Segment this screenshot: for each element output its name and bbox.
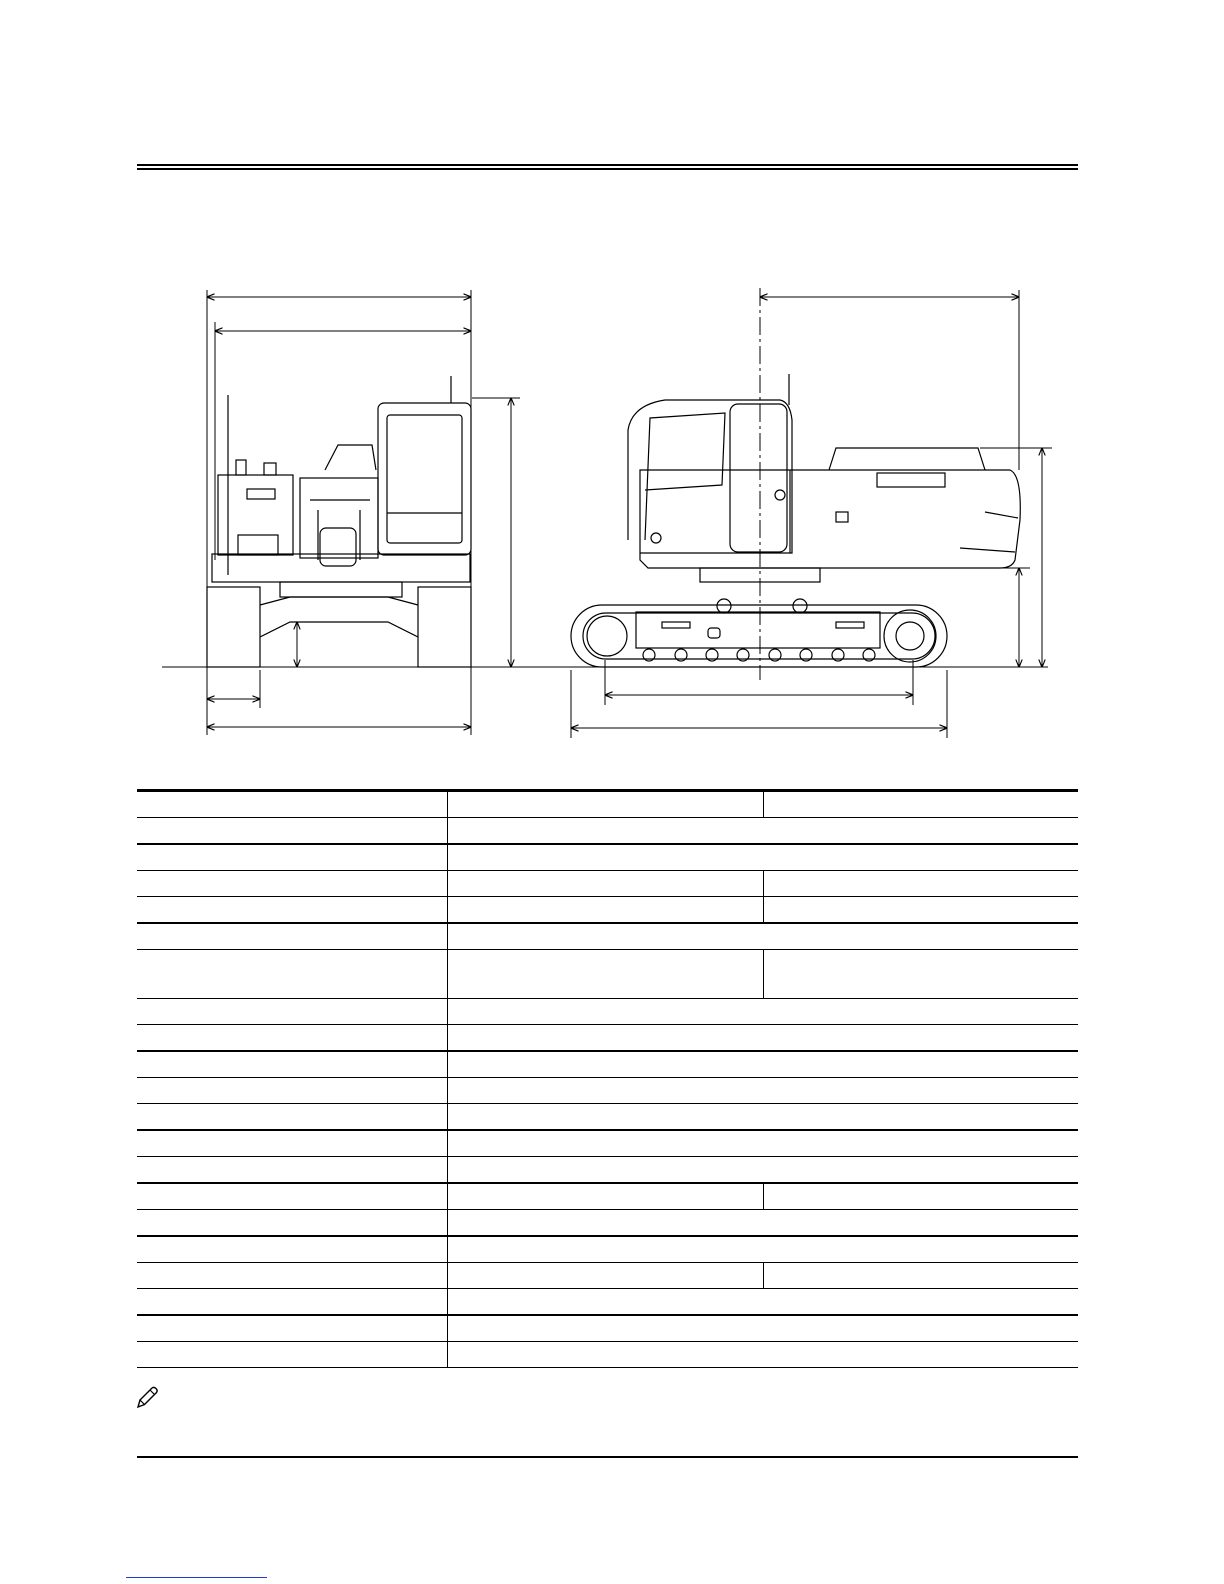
spec-label: [137, 1078, 448, 1104]
side-view-dimensions: [571, 288, 1052, 738]
spec-value: [448, 1236, 1079, 1263]
spec-label: [137, 1025, 448, 1052]
spec-row: [137, 1315, 1078, 1342]
spec-row: [137, 1210, 1078, 1237]
spec-value: [448, 1104, 1079, 1131]
side-view: [571, 374, 1020, 667]
spec-label: [137, 1130, 448, 1157]
spec-value: [448, 923, 1079, 950]
spec-row: [137, 871, 1078, 897]
specification-table: [137, 789, 1078, 1368]
spec-label: [137, 818, 448, 845]
spec-label: [137, 897, 448, 924]
spec-label: [137, 1210, 448, 1237]
spec-value-alt: [764, 1263, 1079, 1289]
spec-label: [137, 999, 448, 1025]
spec-value: [448, 1183, 764, 1210]
spec-value: [448, 871, 764, 897]
spec-label: [137, 1315, 448, 1342]
spec-value: [448, 1078, 1079, 1104]
spec-row: [137, 897, 1078, 924]
spec-row: [137, 1183, 1078, 1210]
excavator-dimension-drawing: [0, 0, 1224, 780]
spec-value: [448, 1210, 1079, 1237]
spec-value-alt: [764, 791, 1079, 818]
spec-value-alt: [764, 897, 1079, 924]
spec-value: [448, 1051, 1079, 1078]
spec-label: [137, 1051, 448, 1078]
spec-value-alt: [764, 871, 1079, 897]
footer-link[interactable]: [126, 1577, 267, 1578]
spec-row: [137, 1130, 1078, 1157]
spec-row: [137, 1263, 1078, 1289]
spec-row: [137, 1289, 1078, 1316]
spec-label: [137, 1342, 448, 1368]
left-track: [207, 587, 260, 667]
rear-cab: [378, 403, 471, 555]
spec-value: [448, 1263, 764, 1289]
spec-row: [137, 1342, 1078, 1368]
spec-row: [137, 818, 1078, 845]
spec-row: [137, 791, 1078, 818]
spec-value: [448, 844, 1079, 871]
spec-label: [137, 1104, 448, 1131]
spec-row: [137, 1025, 1078, 1052]
spec-row: [137, 1104, 1078, 1131]
spec-label: [137, 1183, 448, 1210]
spec-label: [137, 950, 448, 999]
spec-label: [137, 1289, 448, 1316]
spec-value: [448, 1289, 1079, 1316]
pencil-icon: [134, 1385, 160, 1411]
spec-row: [137, 923, 1078, 950]
spec-row: [137, 950, 1078, 999]
spec-label: [137, 871, 448, 897]
spec-value: [448, 897, 764, 924]
right-track: [418, 587, 471, 667]
spec-value: [448, 1315, 1079, 1342]
spec-value: [448, 1025, 1079, 1052]
spec-value: [448, 818, 1079, 845]
spec-row: [137, 999, 1078, 1025]
spec-value: [448, 791, 764, 818]
spec-value-alt: [764, 1183, 1079, 1210]
spec-row: [137, 844, 1078, 871]
rear-view-dimensions: [207, 290, 520, 735]
spec-label: [137, 791, 448, 818]
side-cab: [628, 400, 792, 553]
spec-value-alt: [764, 950, 1079, 999]
footer-rule: [137, 1456, 1078, 1458]
spec-row: [137, 1078, 1078, 1104]
spec-label: [137, 1263, 448, 1289]
spec-label: [137, 1236, 448, 1263]
spec-row: [137, 1051, 1078, 1078]
spec-label: [137, 923, 448, 950]
spec-row: [137, 1236, 1078, 1263]
spec-value: [448, 1157, 1079, 1184]
rear-view: [207, 376, 471, 667]
spec-value: [448, 1130, 1079, 1157]
spec-value: [448, 950, 764, 999]
spec-value: [448, 1342, 1079, 1368]
spec-label: [137, 844, 448, 871]
spec-row: [137, 1157, 1078, 1184]
spec-value: [448, 999, 1079, 1025]
spec-label: [137, 1157, 448, 1184]
